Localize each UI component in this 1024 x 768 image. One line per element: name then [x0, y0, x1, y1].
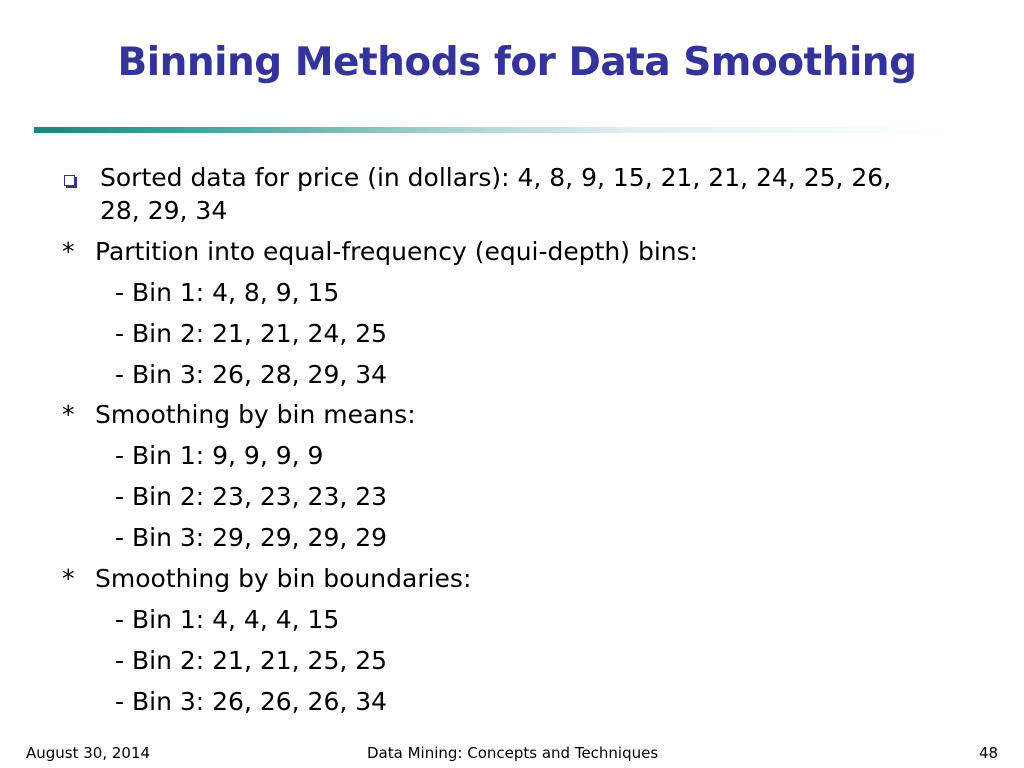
means-bin-1: - Bin 1: 9, 9, 9, 9	[115, 441, 324, 470]
body-line-sorted-data-cont: 28, 29, 34	[100, 196, 228, 225]
partition-bin-1: - Bin 1: 4, 8, 9, 15	[115, 278, 340, 307]
partition-bin-3: - Bin 3: 26, 28, 29, 34	[115, 360, 388, 389]
star-marker: *	[62, 564, 75, 593]
title-underline-rule	[34, 127, 958, 133]
footer-course-title: Data Mining: Concepts and Techniques	[367, 744, 659, 762]
means-bin-2: - Bin 2: 23, 23, 23, 23	[115, 482, 388, 511]
footer-page-number: 48	[979, 744, 999, 762]
boundaries-bin-2: - Bin 2: 21, 21, 25, 25	[115, 646, 388, 675]
heading-bin-means: Smoothing by bin means:	[95, 400, 416, 429]
slide-title: Binning Methods for Data Smoothing	[117, 40, 917, 85]
star-marker: *	[62, 237, 75, 266]
means-bin-3: - Bin 3: 29, 29, 29, 29	[115, 523, 388, 552]
footer-date: August 30, 2014	[26, 744, 151, 762]
boundaries-bin-1: - Bin 1: 4, 4, 4, 15	[115, 605, 340, 634]
star-marker: *	[62, 400, 75, 429]
boundaries-bin-3: - Bin 3: 26, 26, 26, 34	[115, 687, 388, 716]
heading-bin-boundaries: Smoothing by bin boundaries:	[95, 564, 472, 593]
partition-bin-2: - Bin 2: 21, 21, 24, 25	[115, 319, 388, 348]
heading-partition: Partition into equal-frequency (equi-depth) bins:	[95, 237, 699, 266]
hollow-square-bullet-icon	[64, 175, 75, 186]
body-line-sorted-data: Sorted data for price (in dollars): 4, 8, 9, 15, 21, 21, 24, 25, 26,	[100, 163, 892, 192]
